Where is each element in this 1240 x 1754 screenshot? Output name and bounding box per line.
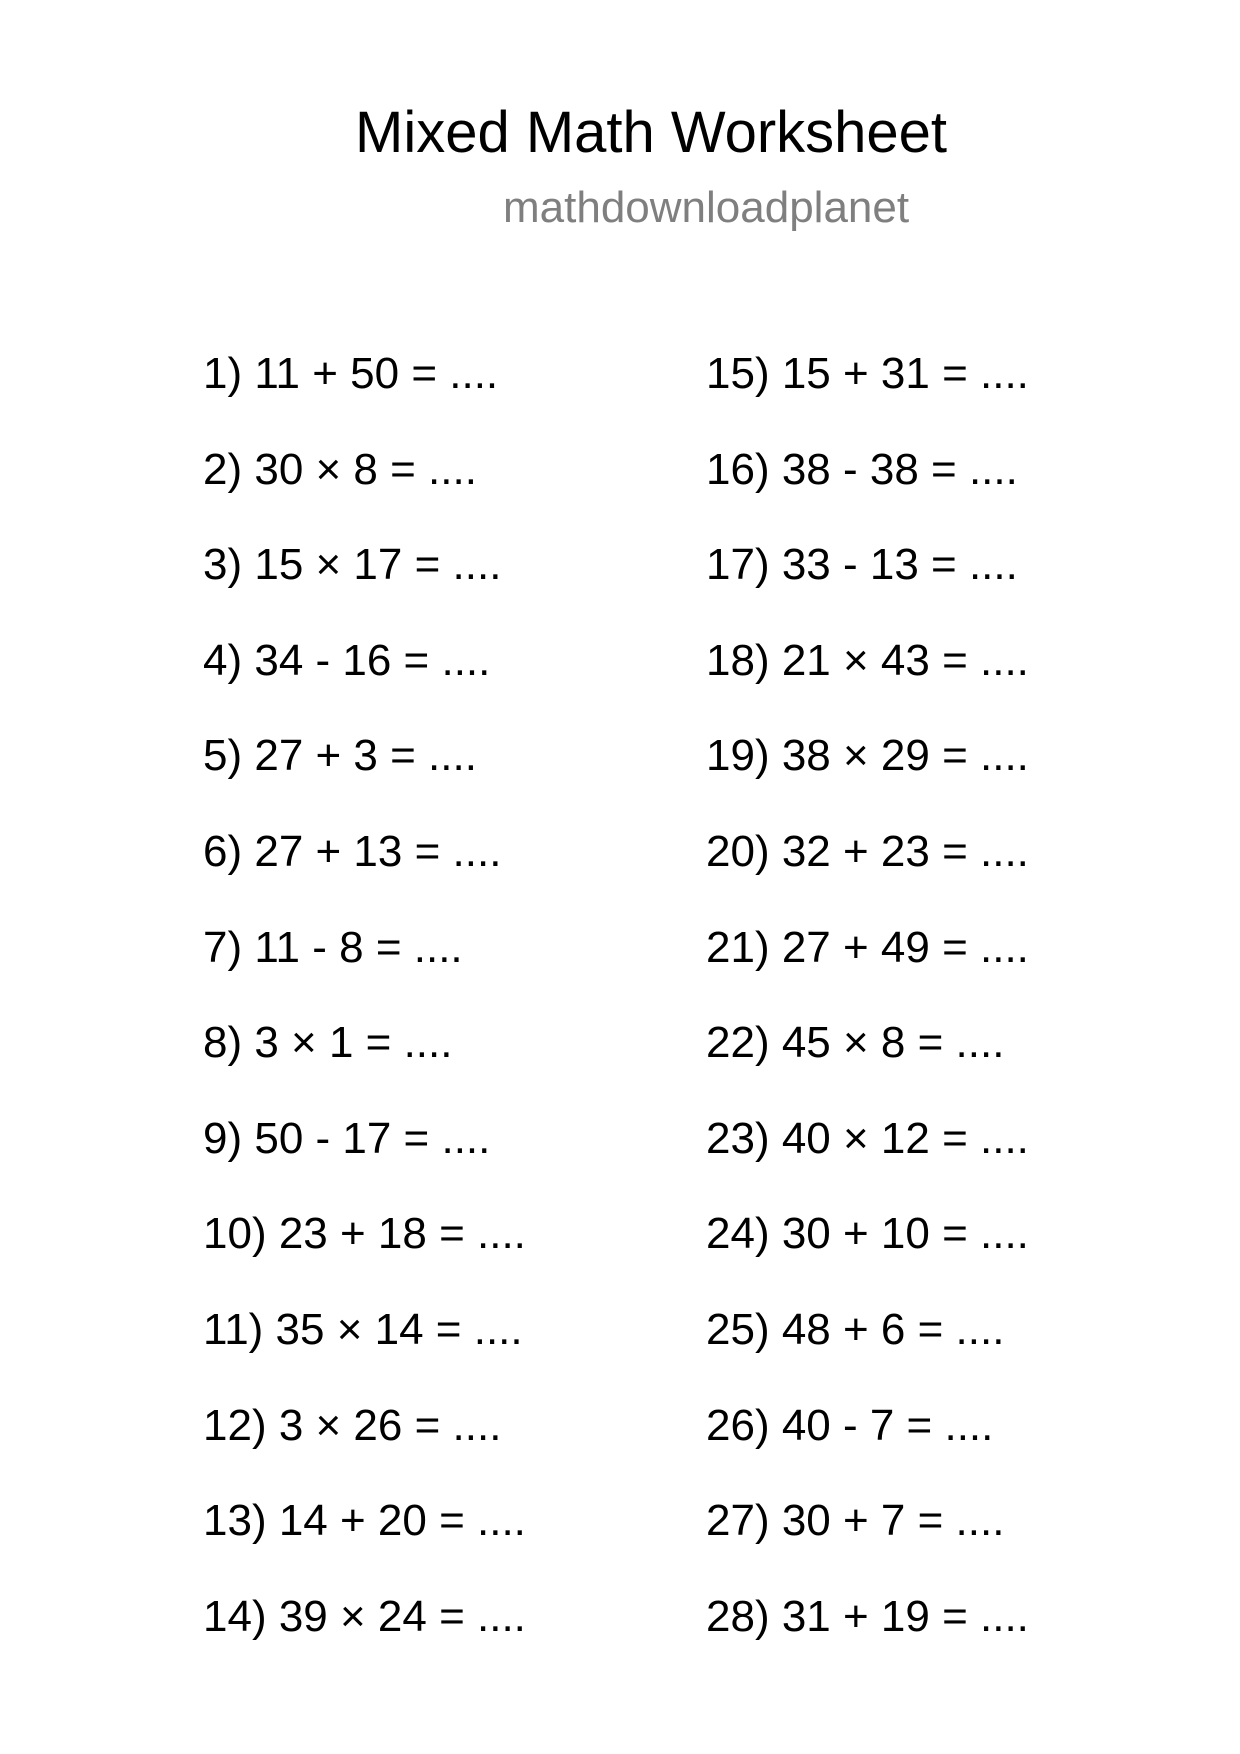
problem-item: 13) 14 + 20 = .... [203,1496,526,1546]
problem-item: 4) 34 - 16 = .... [203,635,491,685]
problem-item: 20) 32 + 23 = .... [706,826,1029,876]
problem-item: 14) 39 × 24 = .... [203,1591,526,1641]
problem-item: 21) 27 + 49 = .... [706,922,1029,972]
problem-item: 6) 27 + 13 = .... [203,826,502,876]
problem-item: 8) 3 × 1 = .... [203,1018,453,1068]
problem-item: 16) 38 - 38 = .... [706,444,1018,494]
problem-item: 17) 33 - 13 = .... [706,540,1018,590]
problem-item: 27) 30 + 7 = .... [706,1496,1005,1546]
problem-item: 9) 50 - 17 = .... [203,1113,491,1163]
problem-item: 18) 21 × 43 = .... [706,635,1029,685]
problem-item: 28) 31 + 19 = .... [706,1591,1029,1641]
problems-left-column [203,348,526,1686]
problem-item: 19) 38 × 29 = .... [706,731,1029,781]
problem-item: 11) 35 × 14 = .... [203,1304,523,1354]
problem-item: 3) 15 × 17 = .... [203,540,502,590]
problem-item: 22) 45 × 8 = .... [706,1018,1005,1068]
problem-item: 10) 23 + 18 = .... [203,1209,526,1259]
problem-item: 26) 40 - 7 = .... [706,1400,994,1450]
problem-item: 23) 40 × 12 = .... [706,1113,1029,1163]
problem-item: 2) 30 × 8 = .... [203,444,477,494]
problem-item: 15) 15 + 31 = .... [706,349,1029,398]
problem-item: 7) 11 - 8 = .... [203,922,463,972]
problem-item: 12) 3 × 26 = .... [203,1400,502,1450]
problem-item: 1) 11 + 50 = .... [203,349,499,398]
worksheet-subtitle: mathdownloadplanet [503,183,910,232]
problem-item: 24) 30 + 10 = .... [706,1209,1029,1259]
problems-right-column [706,348,1029,1686]
problem-item: 5) 27 + 3 = .... [203,731,477,781]
worksheet-title: Mixed Math Worksheet [355,100,948,165]
problem-item: 25) 48 + 6 = .... [706,1304,1005,1354]
